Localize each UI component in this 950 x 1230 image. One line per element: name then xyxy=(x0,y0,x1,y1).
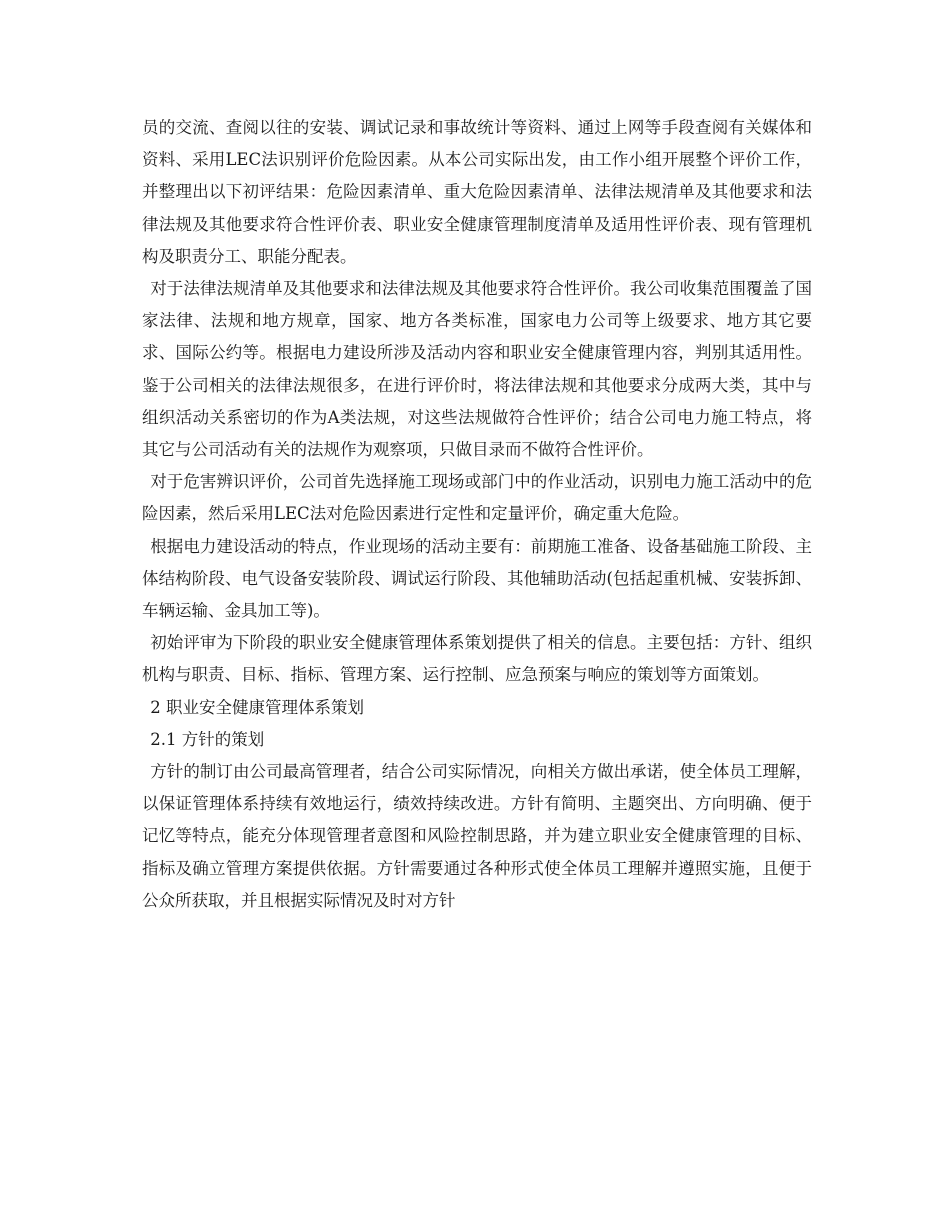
section-heading: 2 职业安全健康管理体系策划 xyxy=(150,697,364,717)
paragraph-initial-review: 初始评审为下阶段的职业安全健康管理体系策划提供了相关的信息。主要包括：方针、组织机构与职责、目标、指标、管理方案、运行控制、应急预案与响应的策划等方面策划。 xyxy=(142,633,812,685)
paragraph-site-activities: 根据电力建设活动的特点，作业现场的活动主要有：前期施工准备、设备基础施工阶段、主体结构阶段、电气设备安装阶段、调试运行阶段、其他辅助活动(包括起重机械、安装拆卸、车辆运输、金具加工等)。 xyxy=(142,536,812,621)
paragraph-policy-planning: 方针的制订由公司最高管理者，结合公司实际情况，向相关方做出承诺，使全体员工理解，以保证管理体系持续有效地运行，绩效持续改进。方针有简明、主题突出、方向明确、便于记忆等特点，能充分体现管理者意图和风险控制思路，并为建立职业安全健康管理的目标、指标及确立管理方案提供依据。方针需要通过各种形式使全体员工理解并遵照实施，且便于公众所获取，并且根据实际情况及时对方针 xyxy=(142,762,812,910)
subsection-heading: 2.1 方针的策划 xyxy=(150,729,265,749)
paragraph-continuation: 员的交流、查阅以往的安装、调试记录和事故统计等资料、通过上网等手段查阅有关媒体和资料、采用LEC法识别评价危险因素。从本公司实际出发，由工作小组开展整个评价工作，并整理出以下初评结果：危险因素清单、重大危险因素清单、法律法规清单及其他要求和法律法规及其他要求符合性评价表、职业安全健康管理制度清单及适用性评价表、现有管理机构及职责分工、职能分配表。 xyxy=(142,118,812,266)
document-page xyxy=(142,112,812,917)
paragraph-regulations: 对于法律法规清单及其他要求和法律法规及其他要求符合性评价。我公司收集范围覆盖了国家法律、法规和地方规章，国家、地方各类标准，国家电力公司等上级要求、地方其它要求、国际公约等。根据电力建设所涉及活动内容和职业安全健康管理内容，判别其适用性。鉴于公司相关的法律法规很多，在进行评价时，将法律法规和其他要求分成两大类，其中与组织活动关系密切的作为A类法规，对这些法规做符合性评价；结合公司电力施工特点，将其它与公司活动有关的法规作为观察项，只做目录而不做符合性评价。 xyxy=(142,279,812,460)
paragraph-hazard-identification: 对于危害辨识评价，公司首先选择施工现场或部门中的作业活动，识别电力施工活动中的危险因素，然后采用LEC法对危险因素进行定性和定量评价，确定重大危险。 xyxy=(142,472,812,524)
